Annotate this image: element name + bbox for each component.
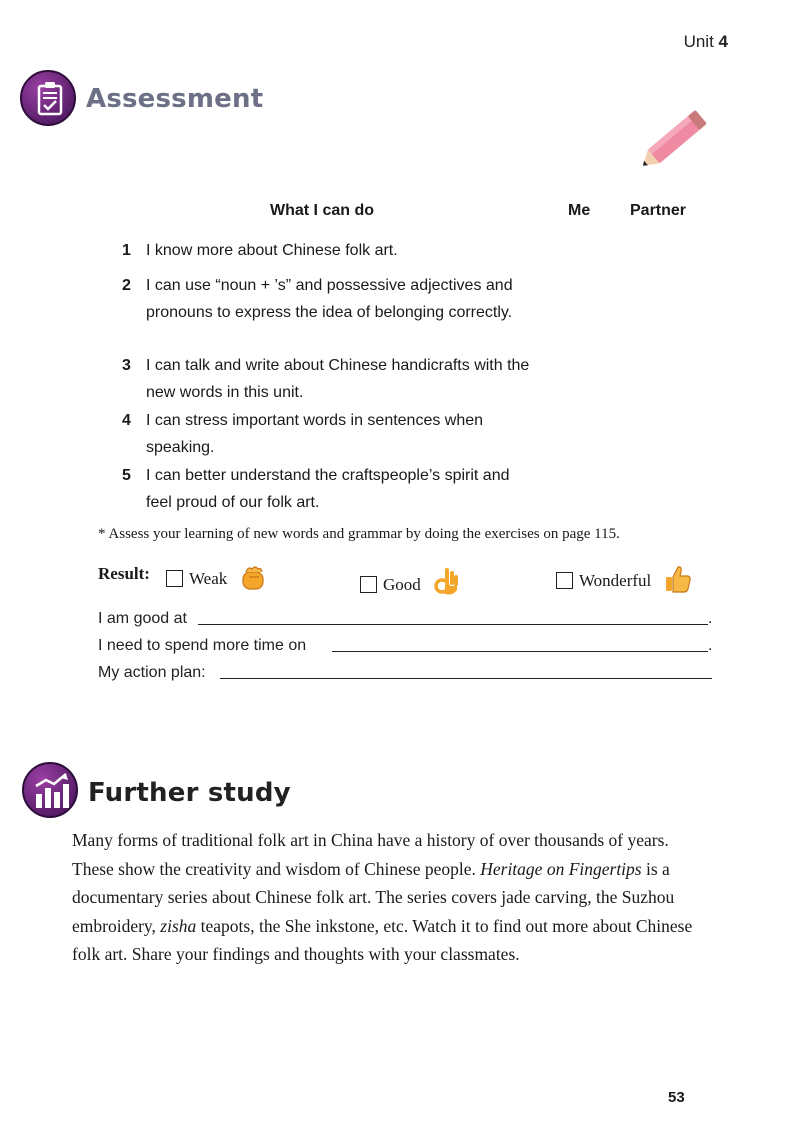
- further-study-paragraph: [72, 826, 712, 969]
- para-part-1: Many forms of traditional folk art in China have a history of over thousands of years. These show the creativity and wisdom of Chinese people.: [72, 830, 669, 879]
- clipboard-icon: [20, 70, 76, 126]
- unit-label: [684, 32, 728, 52]
- action-plan-label: My action plan:: [98, 664, 206, 681]
- good-at-label: I am good at: [98, 610, 187, 627]
- para-title-heritage: Heritage on Fingertips: [480, 858, 642, 879]
- column-what-i-can-do: What I can do: [270, 202, 374, 219]
- result-label: [98, 564, 150, 584]
- weak-checkbox[interactable]: [166, 570, 183, 587]
- good-checkbox[interactable]: [360, 576, 377, 593]
- unit-prefix: Unit: [683, 32, 714, 51]
- list-item: [122, 407, 542, 461]
- item-text: I know more about Chinese folk art.: [146, 242, 398, 259]
- item-text: I can talk and write about Chinese handicrafts with the new words in this unit.: [146, 357, 530, 401]
- list-item: [122, 352, 532, 406]
- assessment-note: * Assess your learning of new words and grammar by doing the exercises on page 115.: [98, 526, 620, 542]
- para-part-3: teapots, the She inkstone, etc. Watch it to find out more about Chinese folk art. Share your findings and thoughts with your classmates.: [72, 915, 693, 964]
- pencil-icon: [630, 100, 720, 185]
- column-me: Me: [568, 202, 591, 219]
- ok-hand-icon: [433, 564, 459, 603]
- result-label-text: Result:: [98, 564, 150, 583]
- item-number: 1: [122, 242, 131, 259]
- thumbs-up-icon: [664, 564, 692, 599]
- item-text: I can stress important words in sentences when speaking.: [146, 412, 484, 456]
- item-text: I can use “noun + ’s” and possessive adjectives and pronouns to express the idea of belonging correctly.: [146, 277, 513, 321]
- result-good[interactable]: [360, 564, 459, 603]
- wonderful-checkbox[interactable]: [556, 572, 573, 589]
- para-part-2: is a documentary series about Chinese folk art. The series covers jade carving, the Suzhou embroidery,: [72, 858, 675, 936]
- list-item: [122, 272, 532, 326]
- chart-icon: [22, 762, 78, 818]
- item-number: 4: [122, 412, 131, 429]
- item-text: I can better understand the craftspeople’s spirit and feel proud of our folk art.: [146, 467, 510, 511]
- list-item: [122, 462, 532, 516]
- more-time-blank[interactable]: [332, 651, 708, 652]
- para-term-zisha: zisha: [160, 915, 197, 936]
- further-study-title: Further study: [88, 778, 291, 808]
- unit-number: 4: [718, 32, 728, 51]
- item-number: 5: [122, 467, 131, 484]
- action-plan-blank[interactable]: [220, 678, 712, 679]
- column-partner: Partner: [630, 202, 687, 219]
- more-time-label: I need to spend more time on: [98, 637, 307, 654]
- wonderful-label: Wonderful: [579, 571, 652, 590]
- good-at-blank[interactable]: [198, 624, 708, 625]
- good-at-period: .: [708, 610, 713, 627]
- weak-label: Weak: [189, 569, 228, 588]
- result-wonderful[interactable]: [556, 564, 692, 599]
- assessment-title: Assessment: [86, 84, 264, 114]
- page-number: 53: [668, 1089, 685, 1106]
- item-number: 3: [122, 357, 131, 374]
- fist-icon: [240, 564, 266, 597]
- list-item: [122, 237, 542, 264]
- good-label: Good: [383, 575, 421, 594]
- more-time-period: .: [708, 637, 713, 654]
- result-weak[interactable]: [166, 564, 266, 597]
- item-number: 2: [122, 277, 131, 294]
